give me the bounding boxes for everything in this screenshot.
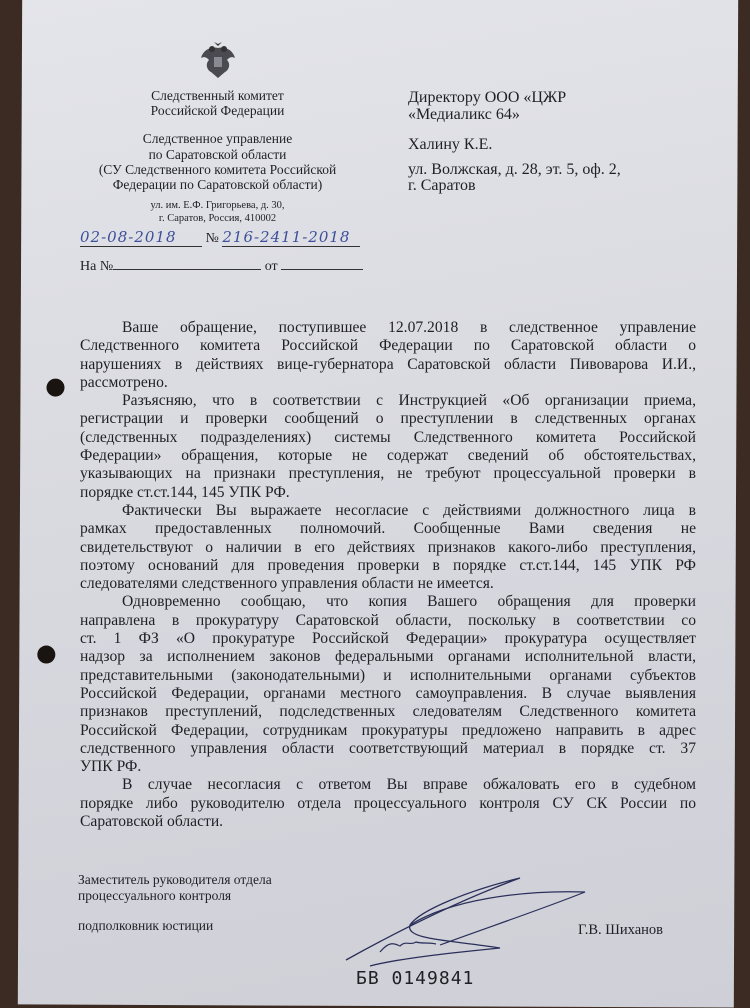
signatory-position: Заместитель руководителя отдела bbox=[78, 872, 272, 887]
letter-body bbox=[80, 319, 696, 831]
department-name: Следственное управление bbox=[142, 131, 293, 147]
body-line: признаков преступлений, подследственных следователям Следственного комитета bbox=[80, 703, 696, 721]
body-line: регистрации и проверки сообщений о преступлении в следственных органах bbox=[80, 410, 696, 428]
department-name: Федерации по Саратовской области) bbox=[112, 177, 323, 193]
reply-date-label: от bbox=[264, 259, 278, 274]
recipient-name: Халину К.Е. bbox=[408, 136, 493, 153]
body-line: Саратовской области. bbox=[80, 813, 224, 831]
coat-of-arms-emblem bbox=[197, 40, 239, 82]
body-line: ст. 1 ФЗ «О прокуратуре Российской Федерации» прокуратура осуществляет bbox=[80, 630, 696, 648]
org-name: Следственный комитет bbox=[151, 88, 284, 103]
body-paragraph bbox=[80, 502, 696, 593]
body-line: поэтому оснований для проведения проверки в порядке ст.ст.144, 145 УПК РФ bbox=[80, 556, 696, 574]
punch-hole bbox=[46, 379, 64, 397]
body-line: В случае несогласия с ответом Вы вправе обжаловать его в судебном bbox=[122, 776, 696, 794]
signatory-rank: подполковник юстиции bbox=[78, 918, 214, 933]
body-line: рассмотрено. bbox=[80, 373, 168, 391]
recipient-address: ул. Волжская, д. 28, эт. 5, оф. 2, bbox=[408, 160, 621, 178]
body-line: (следственных подразделениях) системы Следственного комитета Российской bbox=[80, 428, 696, 446]
sender-header bbox=[60, 88, 375, 225]
body-line: Ваше обращение, поступившее 12.07.2018 в следственное управление bbox=[122, 319, 696, 336]
body-line: указывающих на признаки преступления, не требуют процессуальной проверки в bbox=[80, 465, 696, 483]
body-line: Российской Федерации, сотрудникам прокуратуры предложено направить в адрес bbox=[80, 721, 696, 739]
body-line: свидетельствуют о наличии в его действиях признаков какого-либо преступления, bbox=[80, 538, 696, 556]
body-line: УПК РФ. bbox=[80, 758, 142, 776]
reply-reference bbox=[80, 255, 363, 275]
body-paragraph bbox=[80, 776, 696, 831]
outgoing-reference bbox=[80, 228, 360, 247]
form-serial-number: БВ 0149841 bbox=[356, 968, 475, 989]
body-line: порядке либо руководителю отдела процессуального контроля СУ СК России по bbox=[80, 794, 696, 812]
body-line: представительными (законодательными) и исполнительными органами субъектов bbox=[80, 666, 696, 684]
outgoing-date: 02-08-2018 bbox=[80, 228, 202, 247]
recipient-title: Директору ООО «ЦЖР bbox=[408, 89, 567, 106]
body-line: следственного управления области соответствующий материал в порядке ст. 37 bbox=[80, 739, 696, 757]
body-line: рамках предоставленных полномочий. Сообщенные Вами сведения не bbox=[80, 520, 696, 538]
body-paragraph bbox=[80, 319, 696, 392]
org-name: Российской Федерации bbox=[150, 103, 285, 119]
outgoing-number: 216-2411-2018 bbox=[222, 228, 360, 247]
number-label: № bbox=[205, 231, 219, 246]
recipient-block bbox=[408, 90, 621, 195]
body-line: следователями следственного управления области не имеется. bbox=[80, 575, 494, 593]
signatory-position: процессуального контроля bbox=[78, 888, 232, 903]
body-line: Одновременно сообщаю, что копия Вашего обращения для проверки bbox=[122, 593, 696, 611]
body-line: Российской Федерации, органами местного самоуправления. В случае выявления bbox=[80, 684, 696, 702]
reply-number-label: На № bbox=[80, 259, 114, 274]
body-line: Следственного комитета Российской Федерации по Саратовской области о bbox=[80, 337, 696, 355]
signatory-block bbox=[78, 872, 272, 934]
handwritten-signature bbox=[340, 870, 600, 970]
body-paragraph bbox=[80, 593, 696, 776]
recipient-title: «Медиаликс 64» bbox=[408, 105, 520, 123]
body-paragraph bbox=[80, 392, 696, 502]
signatory-name: Г.В. Шиханов bbox=[578, 922, 664, 938]
sender-address: г. Саратов, Россия, 410002 bbox=[158, 213, 277, 225]
body-line: Федерации» обращения, которые не содержат сведений об обстоятельствах, bbox=[80, 447, 696, 465]
body-line: порядке ст.ст.144, 145 УПК РФ. bbox=[80, 483, 290, 501]
body-line: Фактически Вы выражаете несогласие с действиями должностного лица в bbox=[122, 501, 696, 519]
body-line: нарушениях в действиях вице-губернатора Саратовской области Пивоварова И.И., bbox=[80, 355, 696, 373]
sender-address: ул. им. Е.Ф. Григорьева, д. 30, bbox=[150, 200, 285, 212]
body-line: Разъясняю, что в соответствии с Инструкцией «Об организации приема, bbox=[122, 392, 696, 410]
punch-hole bbox=[37, 646, 55, 664]
recipient-address: г. Саратов bbox=[408, 177, 476, 194]
body-line: надзор за исполнением законов федеральными органами исполнительной власти, bbox=[80, 648, 696, 666]
body-line: направлена в прокуратуру Саратовской области, поскольку в соответствии со bbox=[80, 611, 696, 629]
department-name: по Саратовской области bbox=[148, 146, 287, 162]
department-name: (СУ Следственного комитета Российской bbox=[98, 161, 337, 177]
